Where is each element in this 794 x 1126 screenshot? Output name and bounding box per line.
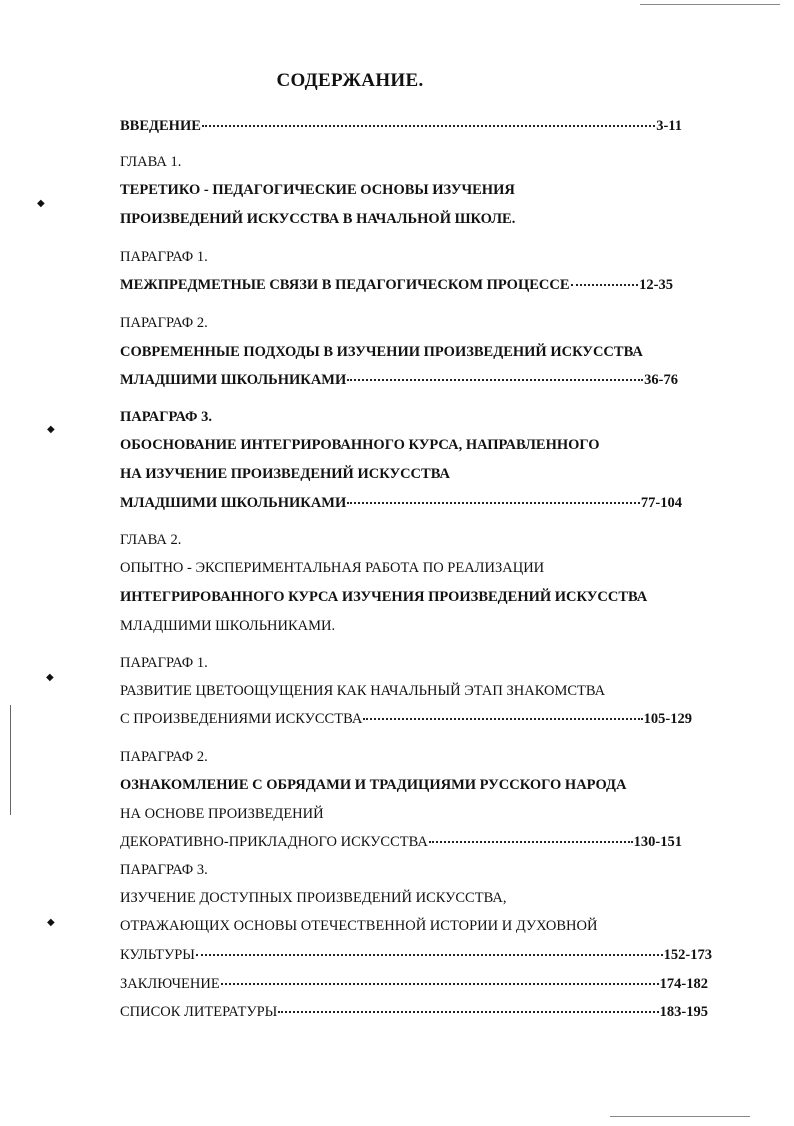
dot-leader [347, 379, 643, 381]
paragraph-heading: ПАРАГРАФ 1. [120, 655, 208, 671]
toc-label: МЛАДШИМИ ШКОЛЬНИКАМИ [120, 372, 347, 388]
toc-page-range: 105-129 [643, 711, 692, 727]
paragraph-title-line: ОЗНАКОМЛЕНИЕ С ОБРЯДАМИ И ТРАДИЦИЯМИ РУССКОГО НАРОДА [120, 777, 627, 793]
toc-label: ВВЕДЕНИЕ [120, 118, 201, 134]
toc-page-range: 130-151 [633, 834, 682, 850]
toc-entry-paragraph [120, 276, 673, 294]
paragraph-heading: ПАРАГРАФ 3. [120, 862, 208, 878]
scan-speck: ◆ [46, 672, 54, 683]
toc-label: МЕЖПРЕДМЕТНЫЕ СВЯЗИ В ПЕДАГОГИЧЕСКОМ ПРОЦЕССЕ [120, 277, 570, 293]
dot-leader [221, 983, 659, 985]
toc-label: ДЕКОРАТИВНО-ПРИКЛАДНОГО ИСКУССТВА [120, 834, 428, 850]
paragraph-title-line: ИЗУЧЕНИЕ ДОСТУПНЫХ ПРОИЗВЕДЕНИЙ ИСКУССТВА, [120, 890, 507, 906]
scan-edge-left [10, 705, 11, 815]
chapter-heading: ГЛАВА 1. [120, 154, 182, 170]
toc-page-range: 183-195 [659, 1004, 708, 1020]
toc-page-range: 3-11 [656, 118, 682, 134]
chapter-title-line: ТЕРЕТИКО - ПЕДАГОГИЧЕСКИЕ ОСНОВЫ ИЗУЧЕНИЯ [120, 182, 515, 198]
paragraph-heading: ПАРАГРАФ 2. [120, 749, 208, 765]
paragraph-title-line: НА ИЗУЧЕНИЕ ПРОИЗВЕДЕНИЙ ИСКУССТВА [120, 466, 450, 482]
toc-entry-paragraph [120, 710, 692, 728]
chapter-title-line: МЛАДШИМИ ШКОЛЬНИКАМИ. [120, 618, 336, 634]
toc-entry-paragraph [120, 371, 678, 389]
toc-label: С ПРОИЗВЕДЕНИЯМИ ИСКУССТВА [120, 711, 363, 727]
chapter-title-line: ПРОИЗВЕДЕНИЙ ИСКУССТВА В НАЧАЛЬНОЙ ШКОЛЕ. [120, 211, 516, 227]
scan-speck: ◆ [37, 198, 45, 209]
dot-leader [429, 841, 633, 843]
toc-label: ЗАКЛЮЧЕНИЕ [120, 976, 220, 992]
toc-entry-conclusion [120, 975, 708, 993]
scan-speck: ◆ [47, 424, 55, 435]
toc-entry-introduction [120, 117, 682, 135]
paragraph-heading: ПАРАГРАФ 3. [120, 409, 212, 425]
paragraph-heading: ПАРАГРАФ 2. [120, 315, 208, 331]
toc-page-range: 12-35 [639, 277, 673, 293]
toc-entry-paragraph [120, 494, 682, 512]
paragraph-title-line: ОТРАЖАЮЩИХ ОСНОВЫ ОТЕЧЕСТВЕННОЙ ИСТОРИИ И ДУХОВНОЙ [120, 918, 598, 934]
page-title: СОДЕРЖАНИЕ. [276, 70, 424, 91]
toc-label: КУЛЬТУРЫ [120, 947, 195, 963]
dot-leader [363, 718, 642, 720]
toc-label: МЛАДШИМИ ШКОЛЬНИКАМИ [120, 495, 347, 511]
paragraph-title-line: РАЗВИТИЕ ЦВЕТООЩУЩЕНИЯ КАК НАЧАЛЬНЫЙ ЭТАП ЗНАКОМСТВА [120, 683, 606, 699]
toc-page-range: 36-76 [644, 372, 678, 388]
toc-entry-paragraph [120, 946, 712, 964]
toc-page-range: 152-173 [663, 947, 712, 963]
toc-label: СПИСОК ЛИТЕРАТУРЫ [120, 1004, 278, 1020]
chapter-heading: ГЛАВА 2. [120, 532, 182, 548]
dot-leader [278, 1011, 658, 1013]
paragraph-title-line: ОБОСНОВАНИЕ ИНТЕГРИРОВАННОГО КУРСА, НАПРАВЛЕННОГО [120, 437, 600, 453]
toc-entry-paragraph [120, 833, 682, 851]
scan-speck: ◆ [47, 917, 55, 928]
chapter-title-line: ИНТЕГРИРОВАННОГО КУРСА ИЗУЧЕНИЯ ПРОИЗВЕДЕНИЙ ИСКУССТВА [120, 589, 648, 605]
toc-page-range: 77-104 [640, 495, 682, 511]
paragraph-heading: ПАРАГРАФ 1. [120, 249, 208, 265]
dot-leader [196, 954, 663, 956]
dot-leader [571, 284, 639, 286]
dot-leader [347, 502, 640, 504]
chapter-title-line: ОПЫТНО - ЭКСПЕРИМЕНТАЛЬНАЯ РАБОТА ПО РЕАЛИЗАЦИИ [120, 560, 545, 576]
toc-page-range: 174-182 [659, 976, 708, 992]
scan-edge-top [640, 4, 780, 5]
scan-edge-bottom [610, 1116, 750, 1117]
paragraph-title-line: СОВРЕМЕННЫЕ ПОДХОДЫ В ИЗУЧЕНИИ ПРОИЗВЕДЕНИЙ ИСКУССТВА [120, 344, 643, 360]
toc-entry-bibliography [120, 1003, 708, 1021]
paragraph-title-line: НА ОСНОВЕ ПРОИЗВЕДЕНИЙ [120, 806, 324, 822]
dot-leader [202, 125, 655, 127]
